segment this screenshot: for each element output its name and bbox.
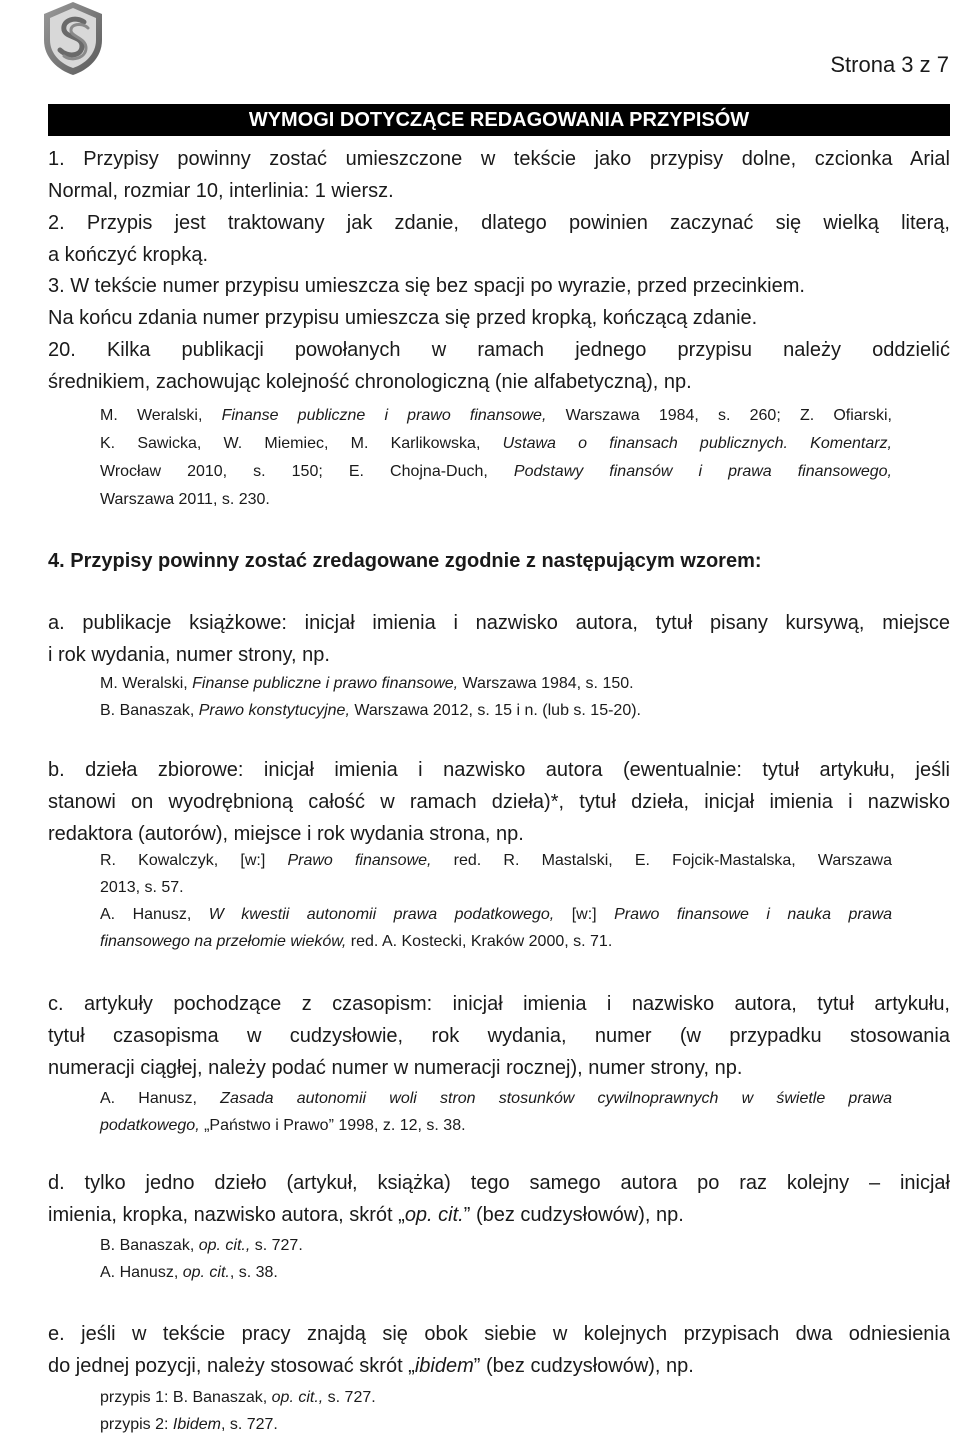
point-e-example-2: przypis 2: Ibidem, s. 727. [100, 1416, 278, 1433]
university-logo [40, 0, 106, 76]
point-e-line-1: e. jeśli w tekście pracy znajdą się obok siebie w kolejnych przypisach dwa odniesienia [48, 1323, 950, 1345]
point-e-example-1: przypis 1: B. Banaszak, op. cit., s. 727. [100, 1389, 376, 1406]
paragraph-3 [48, 270, 950, 398]
point-c-example-line-2: podatkowego, „Państwo i Prawo” 1998, z. 12, s. 38. [100, 1117, 466, 1134]
point-b-example-2-line-1: A. Hanusz, W kwestii autonomii prawa podatkowego, [w:] Prawo finansowe i nauka prawa [100, 906, 893, 923]
point-b-example-1-line-1: R. Kowalczyk, [w:] Prawo finansowe, red. R. Mastalski, E. Fojcik-Mastalska, Warszawa [100, 852, 893, 869]
point-c [48, 988, 950, 1084]
paragraph-1-line-2: Normal, rozmiar 10, interlinia: 1 wiersz. [48, 180, 394, 202]
point-a-line-2: i rok wydania, numer strony, np. [48, 644, 330, 666]
page-indicator: Strona 3 z 7 [830, 52, 949, 77]
point-b-example-1-line-2: 2013, s. 57. [100, 879, 184, 896]
point-e-examples [100, 1384, 892, 1438]
point-b-line-1: b. dzieła zbiorowe: inicjał imienia i nazwisko autora (ewentualnie: tytuł artykułu, jeśli [48, 759, 950, 781]
point-b-examples [100, 847, 892, 955]
point-b-line-3: redaktora (autorów), miejsce i rok wydania strona, np. [48, 823, 524, 845]
point-a-examples [100, 670, 892, 724]
section-heading: WYMOGI DOTYCZĄCE REDAGOWANIA PRZYPISÓW [48, 104, 950, 136]
point-c-examples [100, 1085, 892, 1139]
point-e-line-2: do jednej pozycji, należy stosować skrót „ibidem” (bez cudzysłowów), np. [48, 1355, 694, 1377]
paragraph-3-line-2: Na końcu zdania numer przypisu umieszcza się przed kropką, kończącą zdanie. [48, 307, 758, 329]
point-d-examples [100, 1232, 892, 1286]
point-e [48, 1318, 950, 1382]
point-d-example-2: A. Hanusz, op. cit., s. 38. [100, 1264, 278, 1281]
point-c-example-line-1: A. Hanusz, Zasada autonomii woli stron stosunków cywilnoprawnych w świetle prawa [100, 1090, 893, 1107]
point-d [48, 1167, 950, 1231]
point-c-line-1: c. artykuły pochodzące z czasopism: inicjał imienia i nazwisko autora, tytuł artykułu, [48, 993, 950, 1015]
point-a-line-1: a. publikacje książkowe: inicjał imienia i nazwisko autora, tytuł pisany kursywą, miejsce [48, 612, 950, 634]
paragraph-2 [48, 207, 950, 271]
paragraph-2-line-2: a kończyć kropką. [48, 244, 209, 266]
point-b-example-2-line-2: finansowego na przełomie wieków, red. A. Kostecki, Kraków 2000, s. 71. [100, 933, 613, 950]
point-c-line-2: tytuł czasopisma w cudzysłowie, rok wydania, numer (w przypadku stosowania [48, 1025, 950, 1047]
point-d-line-1: d. tylko jedno dzieło (artykuł, książka) tego samego autora po raz kolejny – inicjał [48, 1172, 950, 1194]
point-c-line-3: numeracji ciągłej, należy podać numer w numeracji rocznej), numer strony, np. [48, 1057, 743, 1079]
paragraph-1 [48, 143, 950, 207]
point-b-line-2: stanowi on wyodrębnioną całość w ramach dzieła)*, tytuł dzieła, inicjał imienia i nazwisko [48, 791, 950, 813]
point-4-heading: 4. Przypisy powinny zostać zredagowane zgodnie z następującym wzorem: [48, 550, 762, 572]
point-d-example-1: B. Banaszak, op. cit., s. 727. [100, 1237, 303, 1254]
point-d-line-2: imienia, kropka, nazwisko autora, skrót „op. cit.” (bez cudzysłowów), np. [48, 1204, 684, 1226]
example-citations-1 [100, 402, 892, 514]
paragraph-3-line-1: 3. W tekście numer przypisu umieszcza się bez spacji po wyrazie, przed przecinkiem. [48, 275, 805, 297]
paragraph-1-line-1: 1. Przypisy powinny zostać umieszczone w tekście jako przypisy dolne, czcionka Arial [48, 148, 950, 170]
example-1-line-3: Wrocław 2010, s. 150; E. Chojna-Duch, Podstawy finansów i prawa finansowego, [100, 463, 893, 480]
point-b [48, 754, 950, 850]
example-1-line-1: M. Weralski, Finanse publiczne i prawo finansowe, Warszawa 1984, s. 260; Z. Ofiarski, [100, 407, 892, 424]
point-a [48, 607, 950, 671]
point-a-example-1: M. Weralski, Finanse publiczne i prawo finansowe, Warszawa 1984, s. 150. [100, 675, 634, 692]
paragraph-3-line-4: średnikiem, zachowując kolejność chronologiczną (nie alfabetyczną), np. [48, 371, 692, 393]
paragraph-3-line-3: 20. Kilka publikacji powołanych w ramach jednego przypisu należy oddzielić [48, 339, 950, 361]
example-1-line-4: Warszawa 2011, s. 230. [100, 491, 270, 508]
example-1-line-2: K. Sawicka, W. Miemiec, M. Karlikowska, Ustawa o finansach publicznych. Komentarz, [100, 435, 892, 452]
point-a-example-2: B. Banaszak, Prawo konstytucyjne, Warszawa 2012, s. 15 i n. (lub s. 15-20). [100, 702, 641, 719]
paragraph-2-line-1: 2. Przypis jest traktowany jak zdanie, dlatego powinien zaczynać się wielką literą, [48, 212, 950, 234]
